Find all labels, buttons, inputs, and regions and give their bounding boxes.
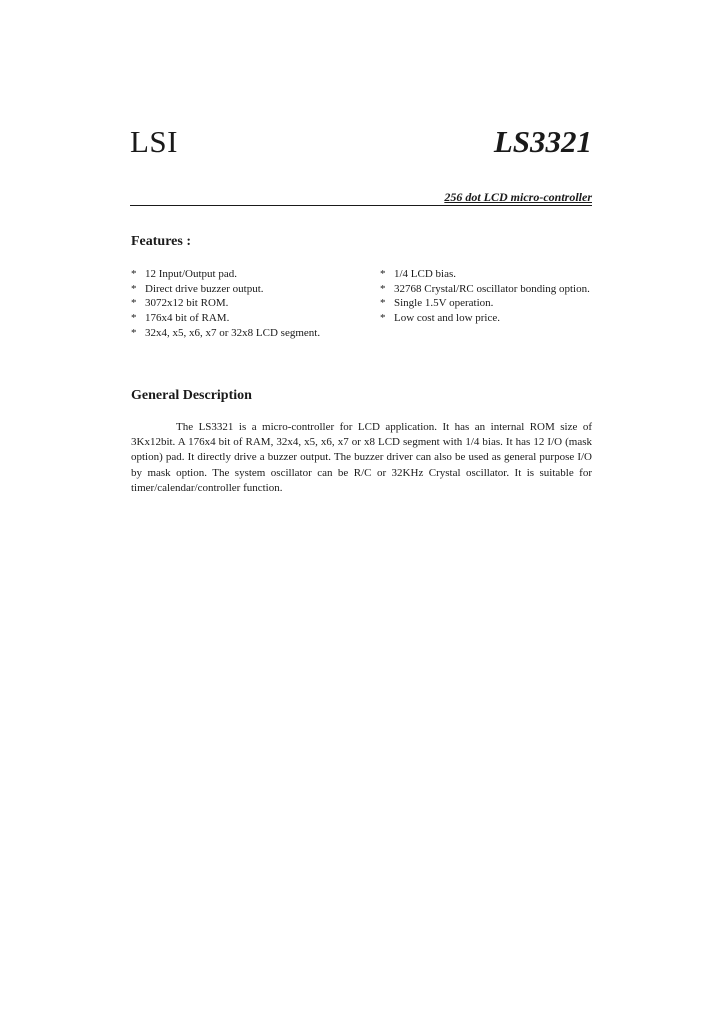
bullet-marker: * bbox=[380, 268, 386, 280]
list-item bbox=[131, 282, 320, 297]
list-item bbox=[131, 326, 320, 341]
general-description-heading: General Description bbox=[131, 388, 252, 403]
general-description-text: The LS3321 is a micro-controller for LCD application. It has an internal ROM size of 3Kx12bit. A 176x4 bit of RAM, 32x4, x5, x6, x7 or x8 LCD segment with 1/4 bias. It has 12 I/O (mask option) pad. It directly drive a buzzer output. The buzzer driver can also be used as general purpose I/O by mask option. The system oscillator can be R/C or 32KHz Crystal oscillator. It is suitable for timer/calendar/controller function. bbox=[131, 421, 592, 494]
bullet-marker: * bbox=[380, 297, 386, 310]
bullet-marker: * bbox=[380, 312, 386, 325]
bullet-marker: * bbox=[380, 282, 386, 295]
part-number: LS3321 bbox=[493, 124, 592, 159]
bullet-marker: * bbox=[131, 282, 137, 295]
brand-name: LSI bbox=[130, 124, 178, 159]
bullet-marker: * bbox=[131, 326, 137, 339]
list-item bbox=[380, 267, 590, 282]
feature-text: Direct drive buzzer output. bbox=[145, 282, 264, 295]
list-item bbox=[380, 296, 590, 311]
list-item bbox=[380, 311, 590, 326]
list-item bbox=[131, 296, 320, 311]
feature-text: 32x4, x5, x6, x7 or 32x8 LCD segment. bbox=[145, 326, 321, 339]
feature-text: 1/4 LCD bias. bbox=[394, 268, 457, 280]
list-item bbox=[131, 267, 320, 282]
bullet-marker: * bbox=[131, 297, 137, 310]
product-subtitle: 256 dot LCD micro-controller bbox=[444, 190, 592, 204]
feature-text: 3072x12 bit ROM. bbox=[145, 297, 229, 310]
features-list-left bbox=[131, 267, 320, 341]
header-divider bbox=[130, 205, 592, 206]
feature-text: Low cost and low price. bbox=[394, 312, 500, 325]
features-list-right bbox=[380, 267, 590, 326]
feature-text: Single 1.5V operation. bbox=[394, 297, 494, 310]
feature-text: 12 Input/Output pad. bbox=[145, 268, 237, 280]
features-heading: Features : bbox=[131, 234, 191, 249]
list-item bbox=[131, 311, 320, 326]
list-item bbox=[380, 282, 590, 297]
bullet-marker: * bbox=[131, 268, 137, 280]
feature-text: 176x4 bit of RAM. bbox=[145, 312, 230, 325]
feature-text: 32768 Crystal/RC oscillator bonding option. bbox=[394, 282, 590, 295]
bullet-marker: * bbox=[131, 312, 137, 325]
